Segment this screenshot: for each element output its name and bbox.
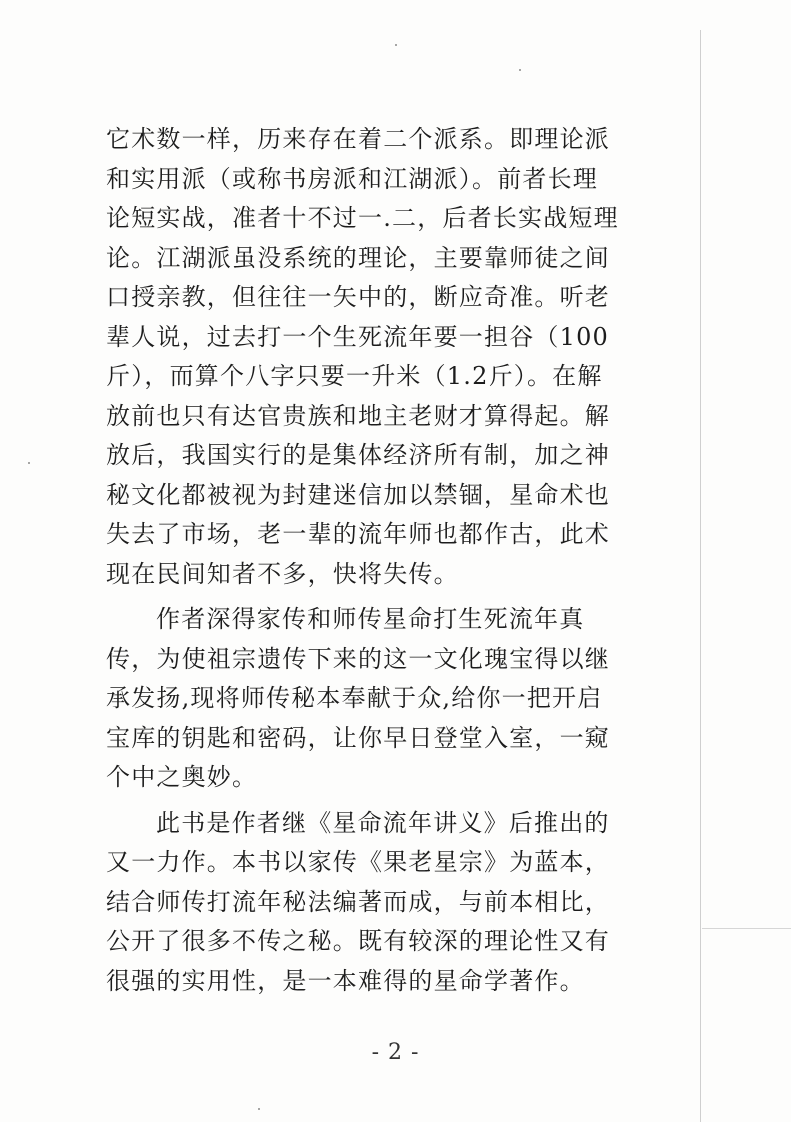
text-line: 个中之奥妙。 [106, 763, 258, 791]
text-line: 辈人说，过去打一个生死流年要一担谷（100 [106, 322, 610, 351]
scan-edge-tick [702, 928, 791, 929]
text-line: 放后，我国实行的是集体经济所有制，加之神 [106, 441, 610, 469]
paragraph-1 [106, 120, 646, 594]
text-line: 传，为使祖宗遗传下来的这一文化瑰宝得以继 [106, 644, 610, 673]
text-line: 论。江湖派虽没系统的理论，主要靠师徒之间 [106, 243, 610, 272]
text-line: 现在民间知者不多，快将失传。 [106, 559, 459, 588]
scan-edge-line [700, 30, 701, 1122]
text-line: 此书是作者继《星命流年讲义》后推出的 [156, 808, 610, 837]
page-number: - 2 - [371, 1040, 420, 1065]
text-line: 斤），而算个八字只要一升米（1.2斤）。在解 [106, 362, 603, 390]
paragraph-2 [106, 600, 646, 798]
text-line: 论短实战，准者十不过一.二，后者长实战短理 [106, 204, 619, 232]
text-line: 很强的实用性，是一本难得的星命学著作。 [106, 966, 585, 995]
text-line: 放前也只有达官贵族和地主老财才算得起。解 [106, 401, 610, 430]
scan-speck [395, 44, 397, 46]
text-line: 它术数一样，历来存在着二个派系。即理论派 [106, 125, 610, 153]
text-line: 口授亲教，但往往一矢中的，断应奇准。听老 [106, 283, 610, 311]
scan-speck [258, 1108, 260, 1110]
text-line: 结合师传打流年秘法编著而成，与前本相比， [106, 887, 610, 916]
scan-speck [28, 462, 30, 464]
scan-speck [519, 69, 521, 71]
text-line: 公开了很多不传之秘。既有较深的理论性又有 [106, 927, 610, 955]
body-text [106, 120, 646, 1001]
text-line: 和实用派（或称书房派和江湖派）。前者长理 [106, 164, 598, 193]
text-line: 失去了市场，老一辈的流年师也都作古，此术 [106, 520, 610, 548]
text-line: 宝库的钥匙和密码，让你早日登堂入室，一窥 [106, 723, 610, 752]
text-line: 作者深得家传和师传星命打生死流年真 [156, 605, 585, 633]
text-line: 承发扬,现将师传秘本奉献于众,给你一把开启 [106, 684, 603, 712]
text-line: 秘文化都被视为封建迷信加以禁锢，星命术也 [106, 480, 610, 509]
text-line: 又一力作。本书以家传《果老星宗》为蓝本， [106, 848, 610, 876]
paragraph-3 [106, 804, 646, 1002]
